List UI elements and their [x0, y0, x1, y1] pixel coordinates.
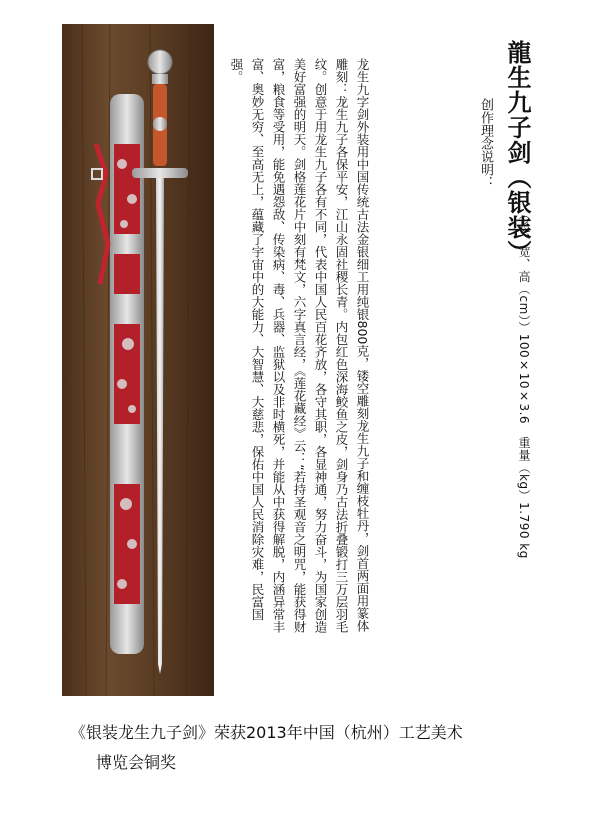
award-caption [70, 718, 550, 778]
sword-image [62, 24, 214, 696]
caption-line-1: 《银装龙生九子剑》荣获2013年中国（杭州）工艺美术 [70, 723, 463, 742]
description-text [226, 58, 373, 638]
page-title: 龍生九子剑（银装） [503, 40, 531, 265]
caption-line-2: 博览会铜奖 [96, 753, 177, 772]
sword-photo [62, 24, 214, 696]
description-paragraph: 龙生九字剑外装用中国传统古法金银细工用纯银800克，镂空雕刻龙生九子和缠枝牡丹，剑首两面用篆体雕刻：龙生九子各保平安，江山永固社稷长青。内包红色深海鲛鱼之皮，剑身乃古法折叠锻打三万层羽毛纹。创意于用龙生九子各有不同，代表中国人民百花齐放，各守其职，各显神通，努力奋斗，为国家创造美好富强的明天。剑格莲花片中刻有梵文，六字真言经，《莲花藏经》云：“若持圣观音之明咒，能获得财富，粮食等受用，能免遇怨敌、传染病、毒、兵器、监狱以及非时横死，并能从中获得解脱，内涵异常丰富、奥妙无穷、至高无上，蕴藏了宇宙中的大能力、大智慧、大慈悲，保佑中国人民消除灾难，民富国强。 [229, 58, 370, 634]
spec-line: （长、宽、高（cm））100×10×3.6 重量（kg）1.790 kg [517, 208, 531, 559]
section-heading: 创作理念说明： [478, 98, 493, 189]
